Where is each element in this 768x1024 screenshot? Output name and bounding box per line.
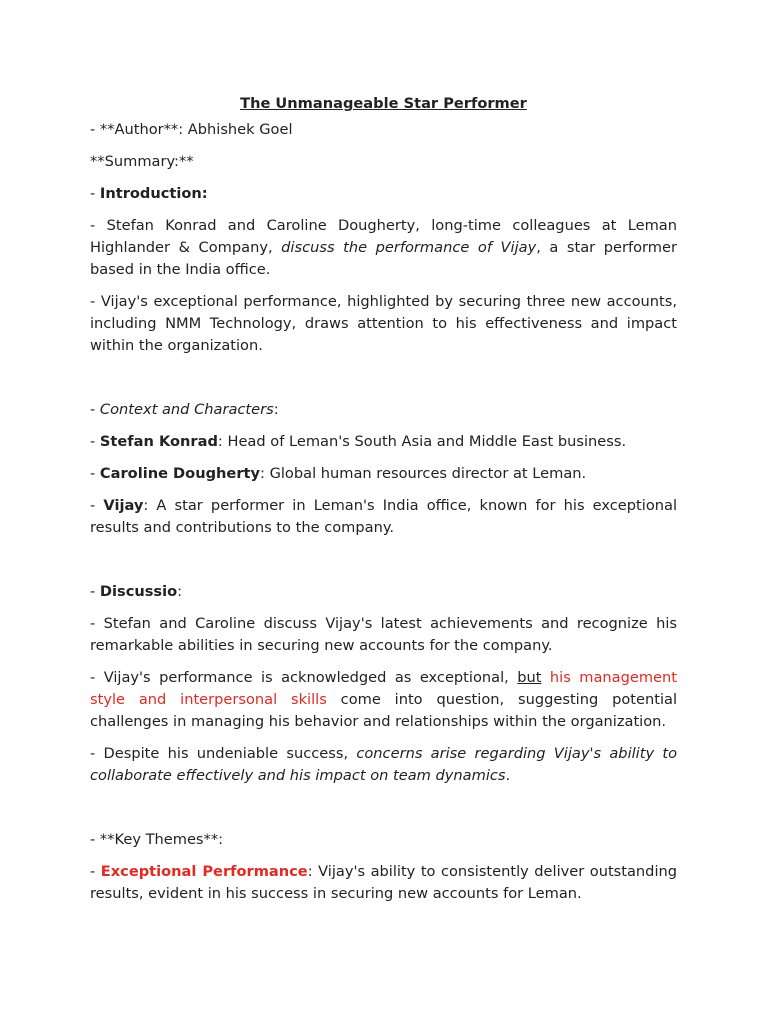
context-heading	[90, 399, 677, 421]
discussion-paragraph-3	[90, 743, 677, 787]
character-caroline	[90, 463, 677, 485]
disc-p2-space	[541, 669, 549, 686]
intro-p1-emphasis: discuss the performance of Vijay	[281, 239, 537, 256]
discussion-label: Discussio	[99, 583, 178, 600]
character-dash: -	[90, 433, 100, 450]
character-name: Vijay	[103, 497, 144, 514]
discussion-colon: :	[177, 583, 183, 600]
document-body	[90, 93, 677, 905]
character-description: : Head of Leman's South Asia and Middle East business.	[217, 433, 627, 450]
discussion-paragraph-2	[90, 667, 677, 733]
context-dash: -	[90, 401, 100, 418]
disc-p3-emphasis: concerns arise regarding Vijay's ability to collaborate effectively and his impact on team dynamics	[90, 745, 678, 784]
disc-p2-text-a: - Vijay's performance is acknowledged as exceptional,	[90, 669, 518, 686]
character-dash: -	[90, 497, 104, 514]
character-vijay	[90, 495, 677, 539]
introduction-heading	[90, 183, 677, 205]
character-dash: -	[90, 465, 100, 482]
disc-p3-text-b: .	[505, 767, 511, 784]
intro-p1-text-a: - Stefan Konrad and Caroline Dougherty, long-time colleagues at Leman Highlander & Company,	[90, 217, 677, 256]
context-label: Context and Characters	[99, 401, 274, 418]
key-themes-heading: - **Key Themes**:	[90, 831, 224, 848]
introduction-dash: -	[90, 185, 100, 202]
introduction-label: Introduction:	[99, 185, 208, 202]
disc-p2-underlined: but	[517, 669, 542, 686]
author-line	[90, 119, 677, 141]
character-description: : A star performer in Leman's India office, known for his exceptional results and contributions to the company.	[90, 497, 677, 536]
document-title: The Unmanageable Star Performer	[240, 95, 527, 112]
character-stefan	[90, 431, 677, 453]
author-name: Abhishek Goel	[187, 121, 293, 138]
summary-label: **Summary:**	[90, 153, 194, 170]
introduction-paragraph-1	[90, 215, 677, 281]
discussion-paragraph-1: - Stefan and Caroline discuss Vijay's latest achievements and recognize his remarkable abilities in securing new accounts for the company.	[90, 615, 677, 654]
theme-exceptional-performance	[90, 861, 677, 905]
character-description: : Global human resources director at Leman.	[260, 465, 587, 482]
character-name: Caroline Dougherty	[99, 465, 261, 482]
discussion-dash: -	[90, 583, 100, 600]
theme-text: : Vijay's ability to consistently deliver outstanding results, evident in his success in securing new accounts for Leman.	[90, 863, 678, 902]
disc-p2-highlight: his management style and interpersonal skills	[90, 669, 678, 708]
discussion-heading	[90, 581, 677, 603]
theme-label: Exceptional Performance	[100, 863, 308, 880]
author-prefix: - **Author**:	[90, 121, 188, 138]
theme-dash: -	[90, 863, 101, 880]
character-name: Stefan Konrad	[99, 433, 218, 450]
intro-p1-text-b: , a star performer based in the India office.	[90, 239, 677, 278]
disc-p2-text-b: come into question, suggesting potential challenges in managing his behavior and relationships within the organization.	[90, 691, 677, 730]
context-colon: :	[273, 401, 279, 418]
introduction-paragraph-2: - Vijay's exceptional performance, highlighted by securing three new accounts, including NMM Technology, draws attention to his effectiveness and impact within the organization.	[90, 293, 677, 354]
disc-p3-text-a: - Despite his undeniable success,	[90, 745, 357, 762]
